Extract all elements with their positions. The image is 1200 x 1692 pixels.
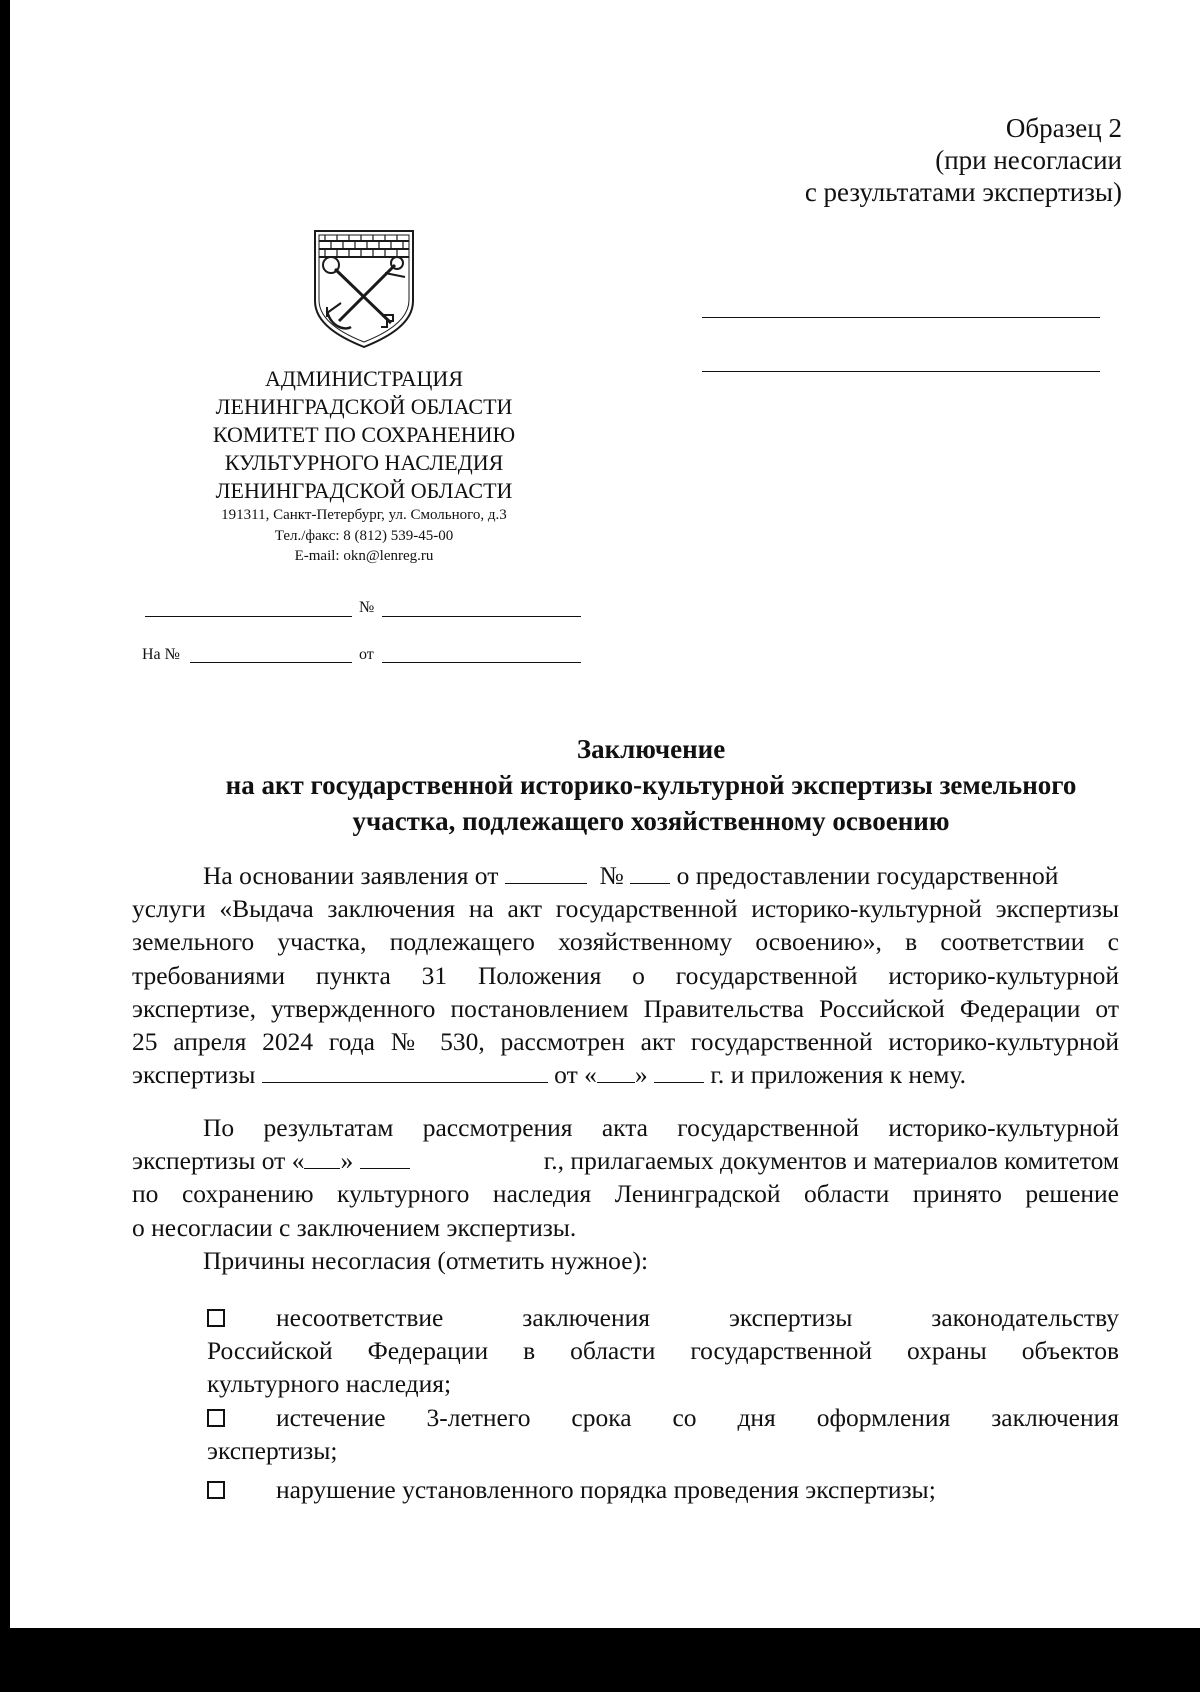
recipient-line <box>702 371 1100 372</box>
paragraph-line <box>132 1144 1119 1177</box>
organization-address: 191311, Санкт-Петербург, ул. Смольного, д.3 <box>221 507 507 523</box>
paragraph-line: по сохранению культурного наследия Ленинградской области принято решение <box>132 1179 1119 1209</box>
reason-line: истечение 3-летнего срока со дня оформления заключения <box>276 1403 1119 1432</box>
sample-label-line: Образец 2 <box>1005 113 1122 143</box>
reply-from-date-blank <box>382 662 581 663</box>
sample-label <box>700 112 1122 208</box>
title-line: Заключение <box>576 734 726 764</box>
text-run: г., прилагаемых документов и материалов комитетом <box>543 1146 1119 1176</box>
paragraph-line: услуги «Выдача заключения на акт государственной историко-культурной экспертизы <box>132 894 1119 924</box>
reply-to-number-blank <box>190 662 352 663</box>
paragraph-line: По результатам рассмотрения акта государственной историко-культурной <box>203 1113 1119 1142</box>
reason-option <box>207 1301 1119 1401</box>
reason-line: несоответствие заключения экспертизы законодательству <box>276 1303 1119 1332</box>
reply-to-label: На № <box>142 646 180 663</box>
outgoing-number-sign: № <box>359 599 375 616</box>
text-run: На основании заявления от <box>203 861 499 890</box>
application-number-blank <box>630 861 670 884</box>
recipient-line <box>702 317 1100 318</box>
text-run: г. и приложения к нему. <box>710 1060 967 1090</box>
text-run: экспертизы <box>132 1060 256 1090</box>
reason-checkbox[interactable] <box>207 1309 225 1327</box>
text-run <box>132 1144 410 1177</box>
paragraph-basis <box>132 859 1119 1091</box>
text-run: № <box>599 861 624 890</box>
title-line: на акт государственной историко-культурной экспертизы земельного <box>225 770 1077 800</box>
expertise-month-blank <box>654 1060 704 1083</box>
paragraph-line: о несогласии с заключением экспертизы. <box>132 1212 577 1242</box>
title-line: участка, подлежащего хозяйственному освоению <box>352 806 950 836</box>
text-run: » <box>340 1146 354 1176</box>
scan-left-edge <box>0 0 10 1692</box>
reason-option <box>207 1401 1119 1467</box>
paragraph-results <box>132 1111 1119 1277</box>
act-day-blank <box>304 1146 340 1169</box>
reason-line: экспертизы; <box>207 1436 338 1466</box>
document-title <box>130 731 1172 839</box>
organization-email: E-mail: okn@lenreg.ru <box>294 548 434 564</box>
text-run: » <box>634 1060 648 1090</box>
reason-line: нарушение установленного порядка проведения экспертизы; <box>276 1475 936 1504</box>
text-run: о предоставлении государственной <box>676 861 1059 890</box>
organization-name-line: ЛЕНИНГРАДСКОЙ ОБЛАСТИ <box>215 478 513 503</box>
outgoing-date-blank <box>145 616 352 617</box>
organization-name-line: КОМИТЕТ ПО СОХРАНЕНИЮ <box>212 422 516 447</box>
organization-name-line: КУЛЬТУРНОГО НАСЛЕДИЯ <box>224 450 504 475</box>
organization-name-line: АДМИНИСТРАЦИЯ <box>265 366 463 391</box>
application-date-blank <box>505 861 587 884</box>
reason-line: Российской Федерации в области государственной охраны объектов <box>207 1336 1119 1366</box>
expertise-day-blank <box>597 1060 635 1083</box>
sample-label-line: с результатами экспертизы) <box>804 177 1122 207</box>
text-run: от « <box>554 1060 597 1090</box>
organization-name-line: ЛЕНИНГРАДСКОЙ ОБЛАСТИ <box>215 394 513 419</box>
paragraph-line: экспертизе, утвержденного постановлением Правительства Российской Федерации от <box>132 993 1119 1023</box>
paragraph-line: 25 апреля 2024 года № 530, рассмотрен акт государственной историко-культурной <box>132 1027 1119 1057</box>
paragraph-line: Причины несогласия (отметить нужное): <box>203 1245 649 1275</box>
leningrad-oblast-coat-of-arms-icon <box>309 227 419 349</box>
reply-from-label: от <box>359 646 374 663</box>
text-run: экспертизы от « <box>132 1146 305 1176</box>
paragraph-line: требованиями пункта 31 Положения о государственной историко-культурной <box>132 960 1119 990</box>
sample-label-line: (при несогласии <box>935 145 1122 175</box>
reason-option <box>207 1473 1119 1506</box>
paragraph-line <box>132 1058 1119 1091</box>
outgoing-number-blank <box>382 616 581 617</box>
expertise-author-blank <box>262 1060 548 1083</box>
reason-checkbox[interactable] <box>207 1409 225 1427</box>
organization-phone: Тел./факс: 8 (812) 539-45-00 <box>274 527 454 544</box>
reason-line: культурного наследия; <box>207 1369 452 1399</box>
act-month-blank <box>360 1146 410 1169</box>
paragraph-line <box>132 859 1119 892</box>
reason-checkbox[interactable] <box>207 1481 225 1499</box>
paragraph-line: земельного участка, подлежащего хозяйственному освоению», в соответствии с <box>132 927 1119 957</box>
organization-block <box>163 365 565 567</box>
scan-bottom-band <box>0 1628 1200 1692</box>
